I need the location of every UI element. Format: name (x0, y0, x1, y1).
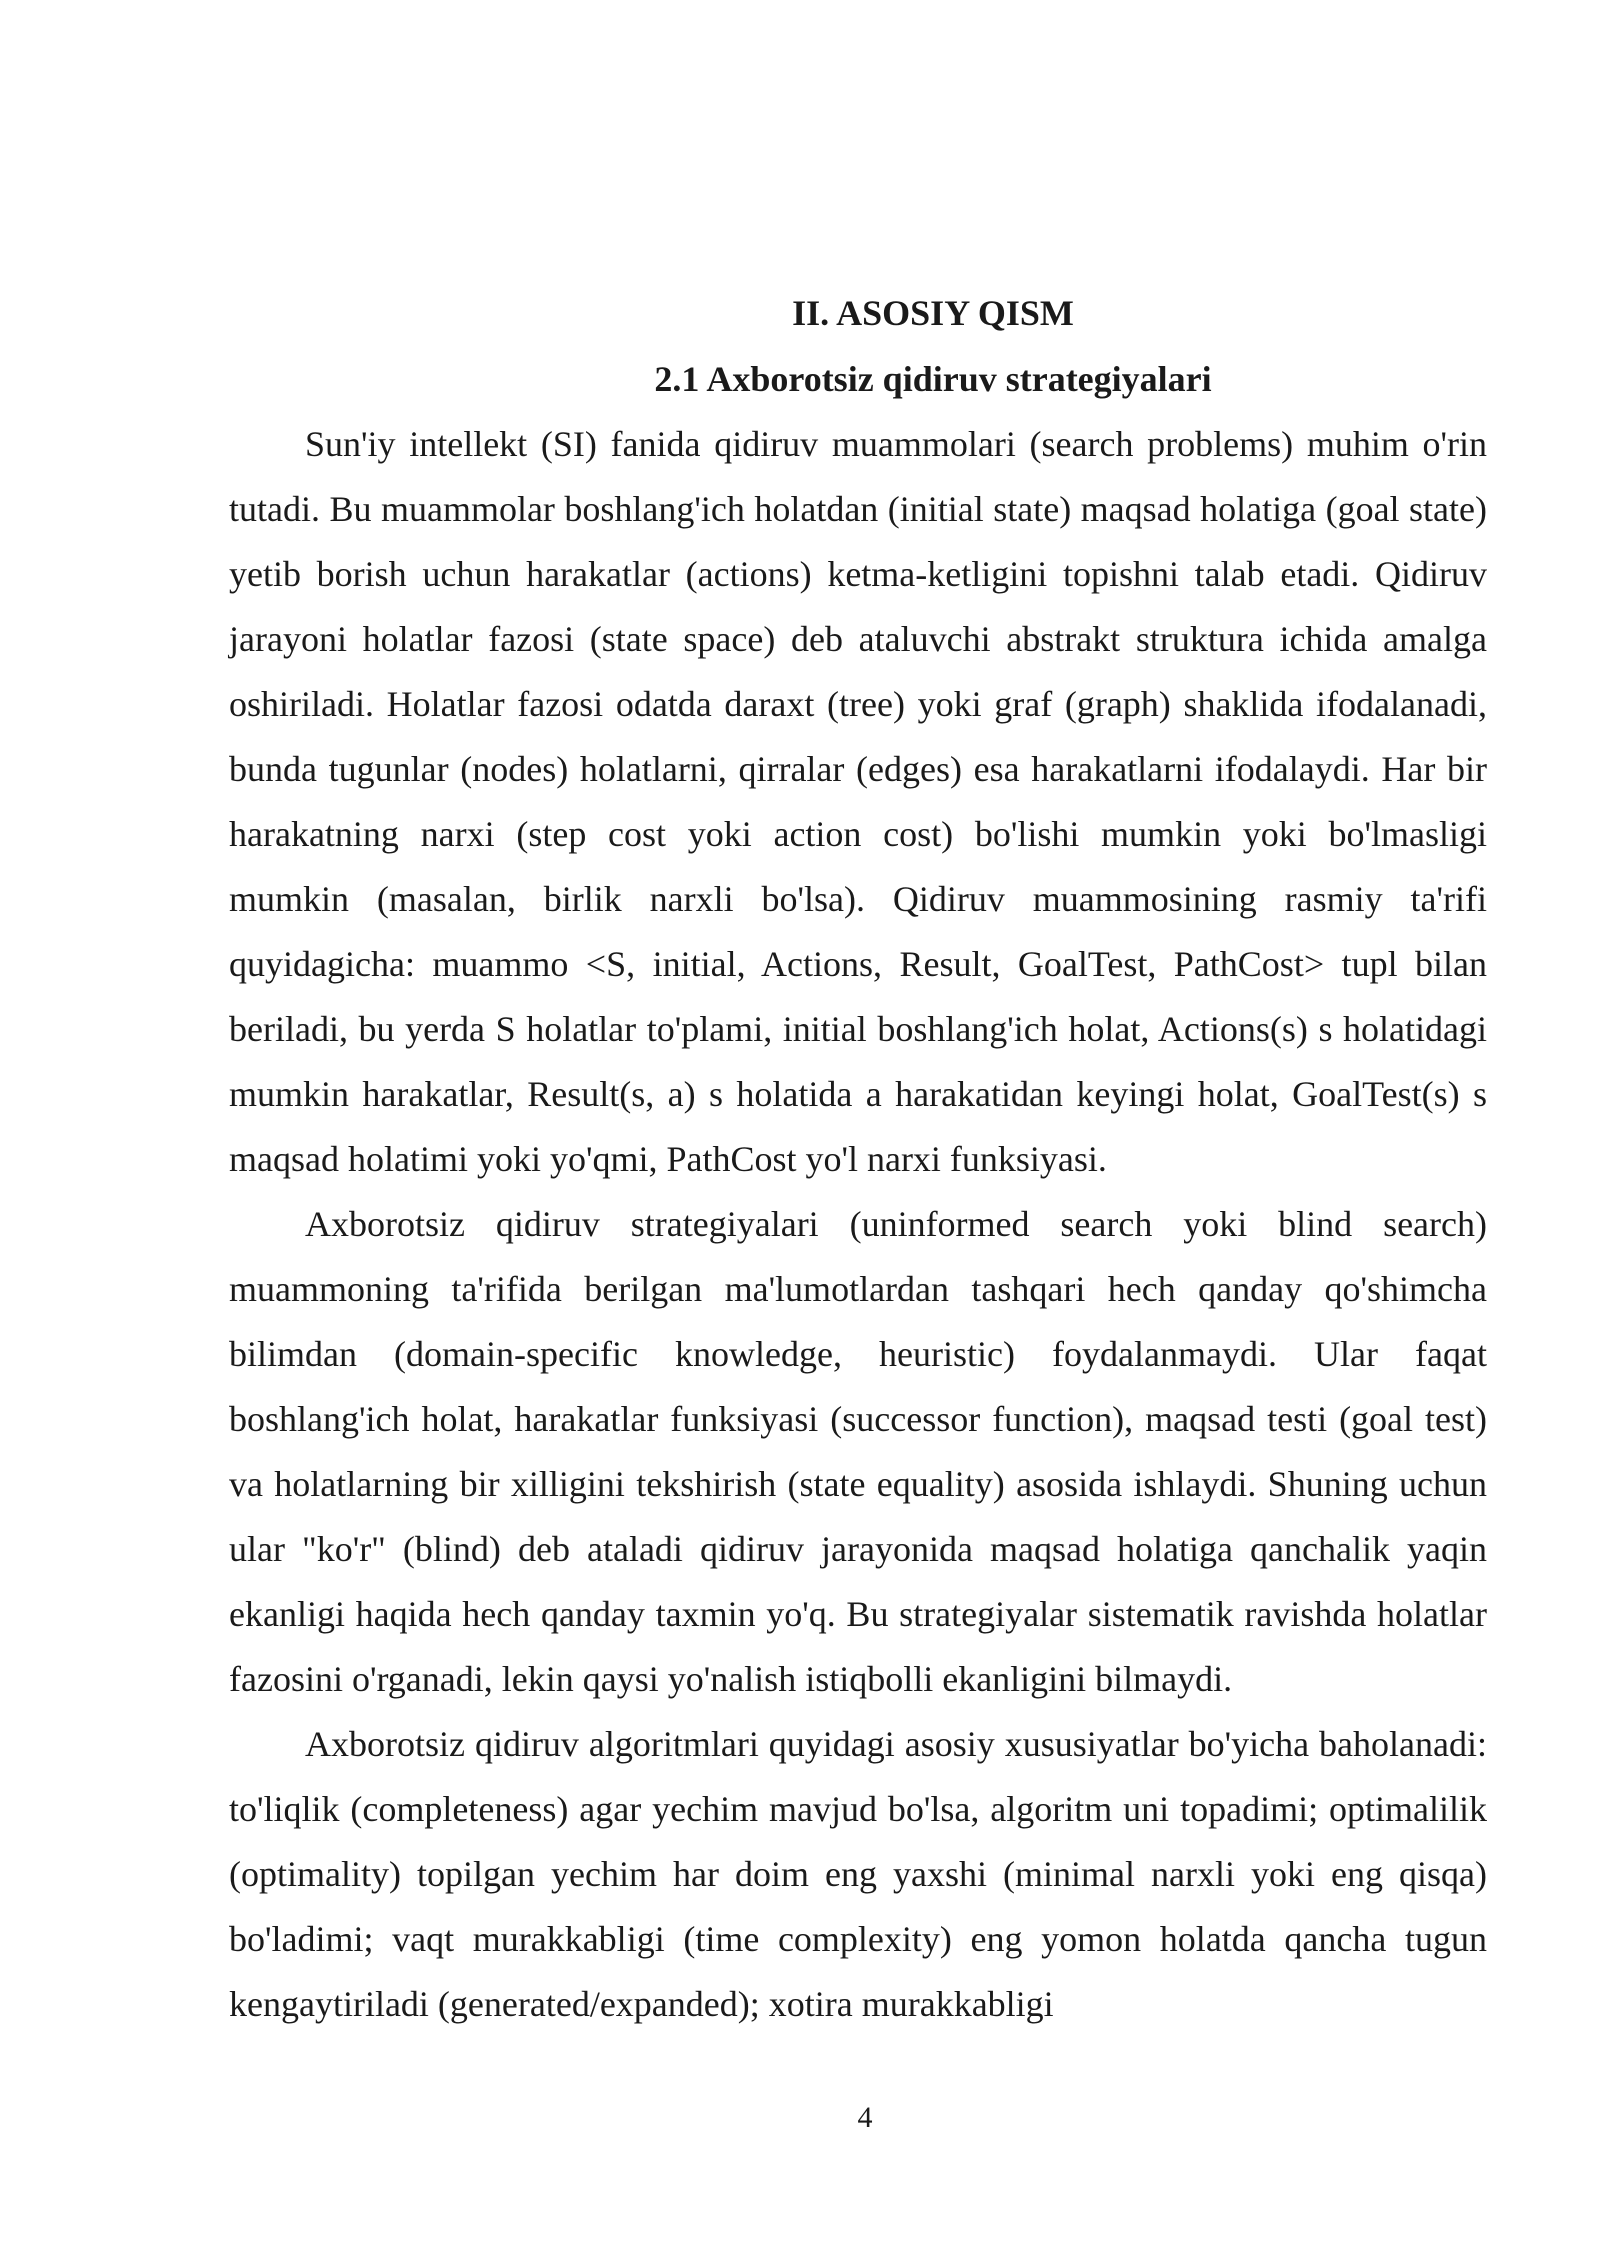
section-title: II. ASOSIY QISM (792, 293, 1074, 333)
page-number: 4 (857, 2101, 873, 2134)
page-content (229, 280, 1487, 2037)
paragraph-search-problems: Sun'iy intellekt (SI) fanida qidiruv muammolari (search problems) muhim o'rin tutadi. Bu muammolar boshlang'ich holatdan (initial state) maqsad holatiga (goal state) yetib borish uchun harakatlar (actions) ketma-ketligini topishni talab etadi. Qidiruv jarayoni holatlar fazosi (state space) deb ataluvchi abstrakt struktura ichida amalga oshiriladi. Holatlar fazosi odatda daraxt (tree) yoki graf (graph) shaklida ifodalanadi, bunda tugunlar (nodes) holatlarni, qirralar (edges) esa harakatlarni ifodalaydi. Har bir harakatning narxi (step cost yoki action cost) bo'lishi mumkin yoki bo'lmasligi mumkin (masalan, birlik narxli bo'lsa). Qidiruv muammosining rasmiy ta'rifi quyidagicha: muammo <S, initial, Actions, Result, GoalTest, PathCost> tupl bilan beriladi, bu yerda S holatlar to'plami, initial boshlang'ich holat, Actions(s) s holatidagi mumkin harakatlar, Result(s, a) s holatida a harakatidan keyingi holat, GoalTest(s) s maqsad holatimi yoki yo'qmi, PathCost yo'l narxi funksiyasi. (229, 424, 1487, 1179)
paragraph-evaluation-criteria: Axborotsiz qidiruv algoritmlari quyidagi asosiy xususiyatlar bo'yicha baholanadi: to'liqlik (completeness) agar yechim mavjud bo'lsa, algoritm uni topadimi; optimalilik (optimality) topilgan yechim har doim eng yaxshi (minimal narxli yoki eng qisqa) bo'ladimi; vaqt murakkabligi (time complexity) eng yomon holatda qancha tugun kengaytiriladi (generated/expanded); xotira murakkabligi (229, 1724, 1487, 2024)
subsection-title: 2.1 Axborotsiz qidiruv strategiyalari (654, 359, 1212, 399)
paragraph-uninformed-search: Axborotsiz qidiruv strategiyalari (uninformed search yoki blind search) muammoning ta'rifida berilgan ma'lumotlardan tashqari hech qanday qo'shimcha bilimdan (domain-specific knowledge, heuristic) foydalanmaydi. Ular faqat boshlang'ich holat, harakatlar funksiyasi (successor function), maqsad testi (goal test) va holatlarning bir xilligini tekshirish (state equality) asosida ishlaydi. Shuning uchun ular "ko'r" (blind) deb ataladi qidiruv jarayonida maqsad holatiga qanchalik yaqin ekanligi haqida hech qanday taxmin yo'q. Bu strategiyalar sistematik ravishda holatlar fazosini o'rganadi, lekin qaysi yo'nalish istiqbolli ekanligini bilmaydi. (229, 1204, 1487, 1699)
